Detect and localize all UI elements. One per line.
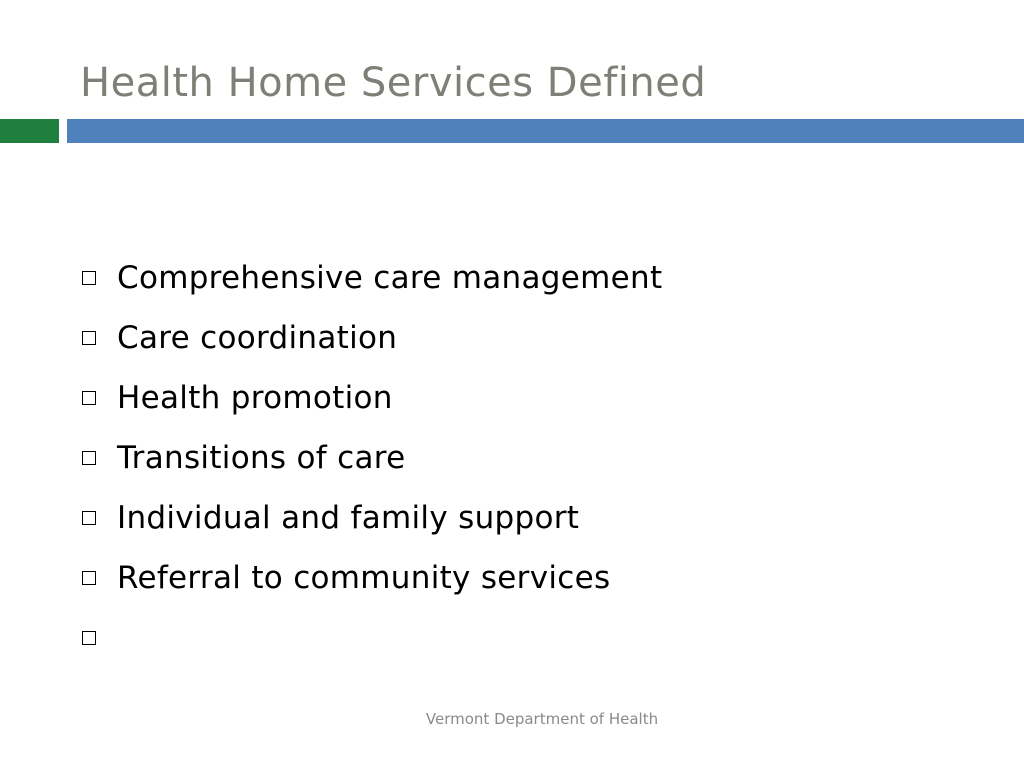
bullet-item <box>80 608 960 668</box>
bullet-item <box>80 488 960 548</box>
bullet-text: Referral to community services <box>117 560 611 596</box>
bullet-list <box>80 248 960 668</box>
bullet-text: Comprehensive care management <box>117 260 663 296</box>
square-bullet-icon <box>82 271 96 285</box>
accent-band-green <box>0 119 59 143</box>
slide-title: Health Home Services Defined <box>80 60 707 106</box>
bullet-item <box>80 368 960 428</box>
square-bullet-icon <box>82 571 96 585</box>
bullet-item <box>80 548 960 608</box>
bullet-item <box>80 428 960 488</box>
square-bullet-icon <box>82 511 96 525</box>
footer-organization: Vermont Department of Health <box>425 710 659 728</box>
square-bullet-icon <box>82 631 96 645</box>
square-bullet-icon <box>82 331 96 345</box>
bullet-text: Individual and family support <box>117 500 580 536</box>
bullet-item <box>80 308 960 368</box>
square-bullet-icon <box>82 391 96 405</box>
bullet-item <box>80 248 960 308</box>
accent-band-blue <box>67 119 1024 143</box>
bullet-text: Health promotion <box>117 380 393 416</box>
bullet-text: Care coordination <box>117 320 398 356</box>
bullet-text: Transitions of care <box>117 440 406 476</box>
square-bullet-icon <box>82 451 96 465</box>
